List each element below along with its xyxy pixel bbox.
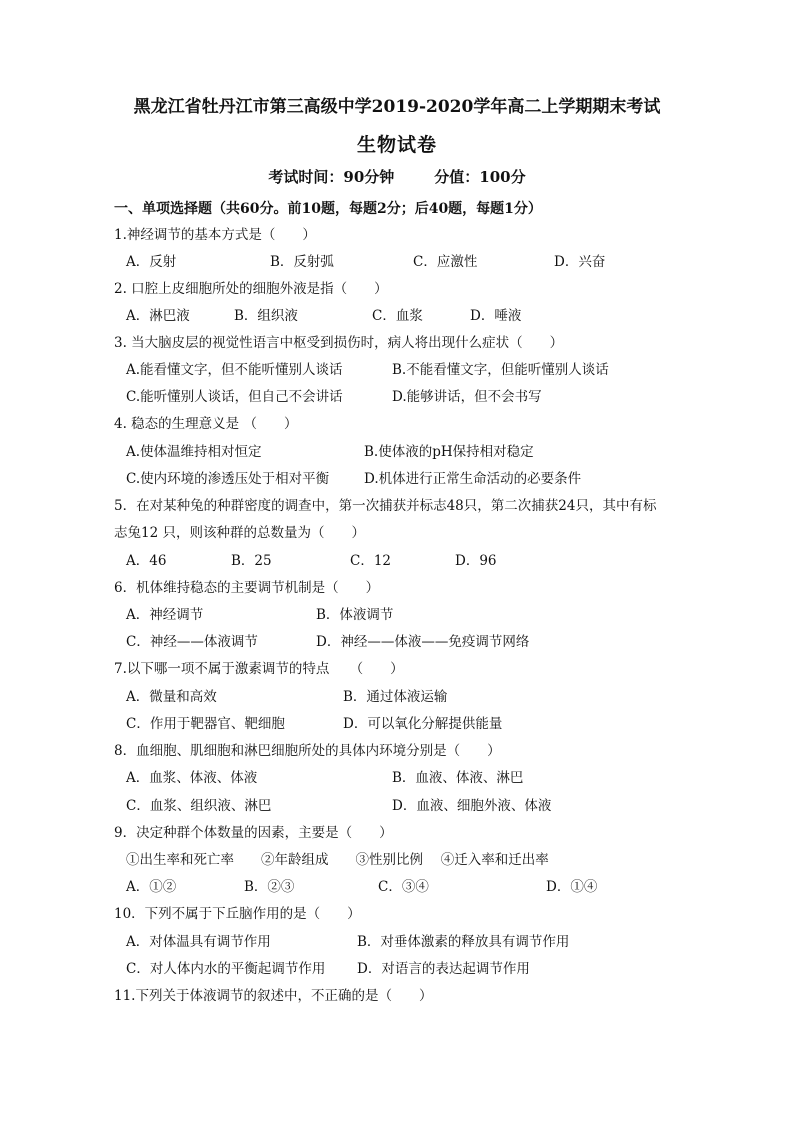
- question-stem: 8．血细胞、肌细胞和淋巴细胞所处的具体内环境分别是（ ）: [114, 743, 501, 759]
- option-b: B．组织液: [234, 308, 298, 324]
- exam-time: 考试时间：90分钟: [268, 168, 395, 186]
- option-b: B．25: [231, 553, 272, 569]
- question-stem: 7.以下哪一项不属于激素调节的特点 （ ）: [114, 661, 404, 677]
- option-c: C．血浆、组织液、淋巴: [126, 798, 272, 814]
- option-d: D．神经——体液——免疫调节网络: [316, 634, 530, 650]
- option-d: D．对语言的表达起调节作用: [357, 961, 530, 977]
- option-a: A.使体温维持相对恒定: [126, 444, 262, 460]
- question-stem: 2. 口腔上皮细胞所处的细胞外液是指（ ）: [114, 281, 388, 297]
- option-a: A.能看懂文字，但不能听懂别人谈话: [126, 362, 343, 378]
- option-a: A．反射: [126, 254, 177, 270]
- option-c: C．作用于靶器官、靶细胞: [126, 716, 285, 732]
- option-d: D．血液、细胞外液、体液: [392, 798, 552, 814]
- exam-meta: [0, 166, 794, 187]
- exam-title: 黑龙江省牡丹江市第三高级中学2019-2020学年高二上学期期末考试: [133, 97, 661, 117]
- option-c: C．12: [350, 553, 392, 569]
- question-stem: 4. 稳态的生理意义是 （ ）: [114, 416, 298, 432]
- option-c: C．应激性: [413, 254, 478, 270]
- question-stem-continued: 志兔12 只，则该种群的总数量为（ ）: [114, 525, 365, 541]
- option-a: A．血浆、体液、体液: [126, 770, 258, 786]
- option-c: C．神经——体液调节: [126, 634, 258, 650]
- option-d: D．可以氧化分解提供能量: [343, 716, 503, 732]
- option-a: A．①②: [126, 879, 177, 895]
- option-a: A．对体温具有调节作用: [126, 934, 271, 950]
- option-b: B.使体液的pH保持相对稳定: [364, 444, 534, 460]
- option-c: C．③④: [378, 879, 429, 895]
- option-a: A．神经调节: [126, 607, 204, 623]
- option-c: C．血浆: [372, 308, 423, 324]
- exam-score: 分值：100分: [434, 168, 526, 186]
- option-b: B．通过体液运输: [343, 689, 448, 705]
- option-b: B．体液调节: [316, 607, 394, 623]
- option-d: D．①④: [546, 879, 598, 895]
- exam-subtitle: 生物试卷: [356, 134, 437, 156]
- option-d: D．兴奋: [554, 254, 606, 270]
- option-a: A．46: [126, 553, 167, 569]
- section-heading: 一、单项选择题（共60分。前10题，每题2分；后40题，每题1分）: [114, 201, 542, 217]
- option-b: B．血液、体液、淋巴: [392, 770, 524, 786]
- question-stem: 5．在对某种兔的种群密度的调查中，第一次捕获并标志48只，第二次捕获24只，其中有标: [114, 498, 657, 514]
- option-d: D．96: [455, 553, 497, 569]
- option-c: C.能听懂别人谈话，但自己不会讲话: [126, 389, 343, 405]
- option-d: D．唾液: [470, 308, 522, 324]
- question-stem: 1.神经调节的基本方式是（ ）: [114, 227, 316, 243]
- option-d: D.能够讲话，但不会书写: [392, 389, 542, 405]
- option-a: A．微量和高效: [126, 689, 217, 705]
- option-c: C.使内环境的渗透压处于相对平衡: [126, 471, 330, 487]
- question-stem: 11.下列关于体液调节的叙述中，不正确的是（ ）: [114, 988, 433, 1004]
- option-c: C．对人体内水的平衡起调节作用: [126, 961, 326, 977]
- question-stem: 10．下列不属于下丘脑作用的是（ ）: [114, 906, 361, 922]
- question-stem: 6．机体维持稳态的主要调节机制是（ ）: [114, 580, 380, 596]
- option-b: B．对垂体激素的释放具有调节作用: [357, 934, 570, 950]
- question-stem: 3. 当大脑皮层的视觉性语言中枢受到损伤时，病人将出现什么症状（ ）: [114, 335, 564, 351]
- option-d: D.机体进行正常生命活动的必要条件: [364, 471, 582, 487]
- option-b: B．反射弧: [270, 254, 334, 270]
- option-b: B．②③: [244, 879, 295, 895]
- option-a: A．淋巴液: [126, 308, 190, 324]
- option-b: B.不能看懂文字，但能听懂别人谈话: [392, 362, 609, 378]
- question-sub-items: ①出生率和死亡率 ②年龄组成 ③性别比例 ④迁入率和迁出率: [126, 852, 549, 868]
- question-stem: 9．决定种群个体数量的因素，主要是（ ）: [114, 825, 393, 841]
